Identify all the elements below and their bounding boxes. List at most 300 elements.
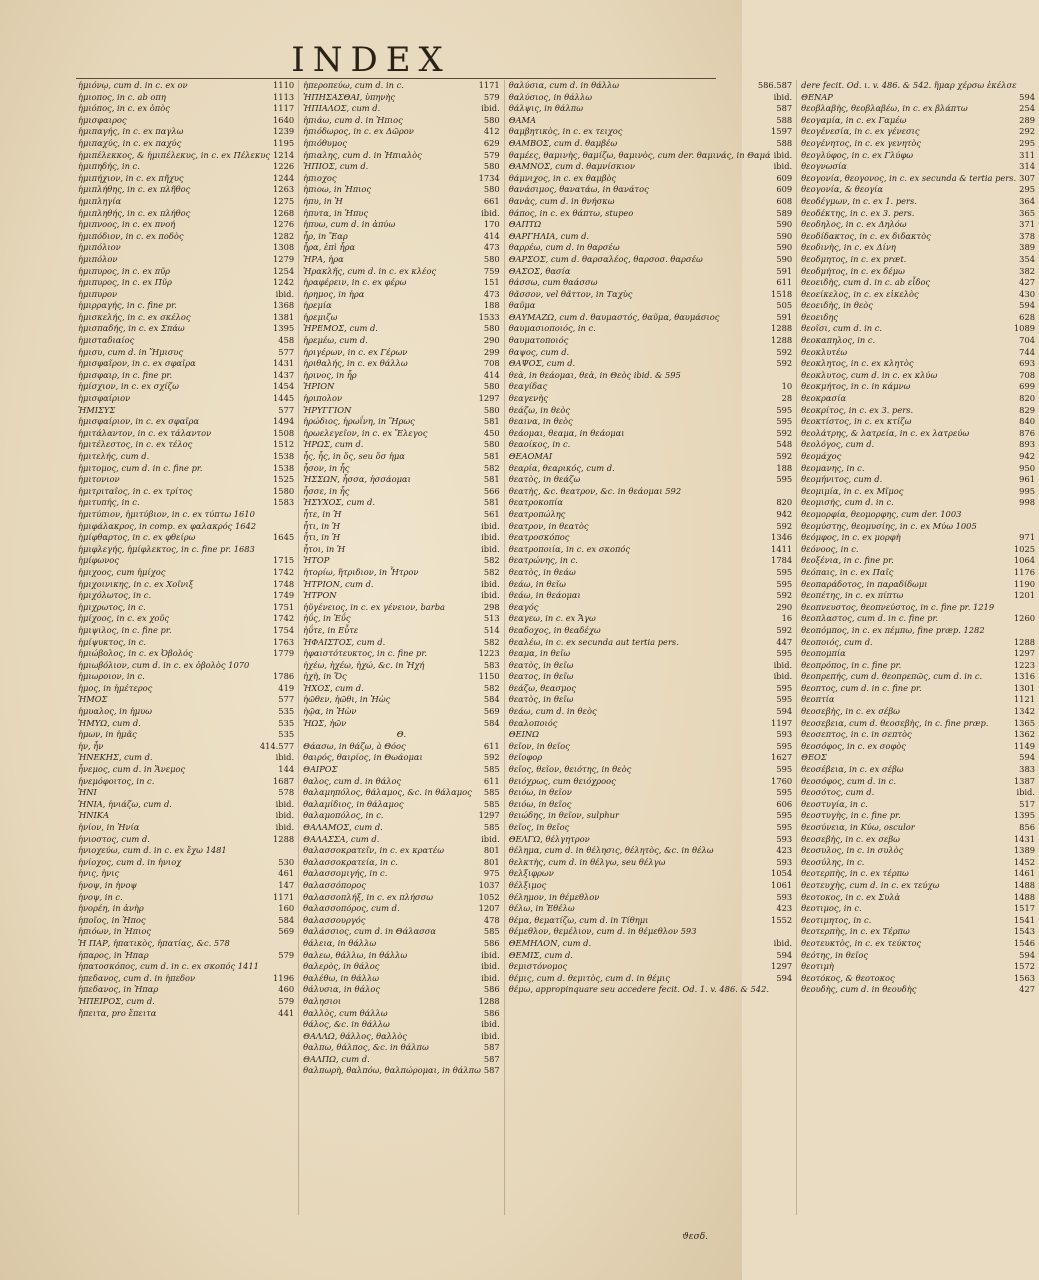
index-entry-term: ἦτι, in Ἡ <box>303 520 341 531</box>
index-entry-term: θεαγεω, in c. ex Ἄγω <box>508 613 596 624</box>
index-entry-page: 295 <box>1019 184 1036 195</box>
index-entry-term: ΘΑΛΠΩ, cum d. <box>303 1053 370 1064</box>
index-entry-term: θεοτερπὴς, in c. ex Τέρπω <box>801 926 910 937</box>
index-entry-term: θαψος, cum d. <box>508 346 570 357</box>
index-entry-term: θεὰ, in θεάομαι, θεὰ, in Θεὸς ibid. & 595 <box>508 369 681 380</box>
index-entry <box>303 347 500 359</box>
index-entry-term: ἡρωελεγεῖον, in c. ex Ἔλεγος <box>303 427 428 438</box>
index-entry-term: ἦρα, ἐπὶ ἦρα <box>303 242 356 253</box>
index-entry-page: 1025 <box>1013 543 1036 554</box>
index-entry <box>78 393 294 405</box>
index-entry-term: θεοδέγμων, in c. ex 1. pers. <box>801 195 917 206</box>
index-entry-term: θεοσεβὴς, in c. ex σεβω <box>801 833 900 844</box>
index-entry-term: ἡμίφθαρτος, in c. ex φθείρω <box>78 532 196 543</box>
index-entry-page: ibid. <box>773 149 793 160</box>
index-entry <box>509 196 792 208</box>
index-entry-term: ἡπυω, cum d. in ἀπύω <box>303 219 396 230</box>
index-entry <box>509 648 792 660</box>
index-entry-term: ἡρημος, in ἡρα <box>303 288 365 299</box>
index-entry <box>303 196 500 208</box>
index-entry-page: 1742 <box>273 613 295 624</box>
index-entry <box>78 567 294 579</box>
index-entry-term: θεοκτίστος, in c. ex κτίζω <box>801 416 912 427</box>
index-entry-term: ἡν, ἦν <box>78 740 104 751</box>
index-entry-page: 579 <box>483 149 500 160</box>
index-entry-page: 430 <box>1019 288 1036 299</box>
index-entry-term: θέλξιμος <box>508 879 547 890</box>
index-entry <box>303 892 500 904</box>
index-entry-page: 820 <box>776 497 793 508</box>
index-entry <box>801 671 1035 683</box>
index-entry-page: 548 <box>776 439 793 450</box>
index-entry <box>509 161 792 173</box>
index-entry <box>78 683 294 695</box>
index-entry-page: 1268 <box>273 207 295 218</box>
index-entry <box>78 92 294 104</box>
index-entry-term: θάμνιχος, in c. ex θαμβὸς <box>508 172 617 183</box>
index-entry-page: 460 <box>278 984 295 995</box>
index-entry-page: ibid. <box>481 590 500 601</box>
index-entry <box>801 521 1035 533</box>
index-entry-page: 290 <box>776 601 793 612</box>
index-entry-term: θαμέες, θαμινὴς, θαμίζω, θαμινὸς, cum der. θαμινάς, in Θαμά <box>508 149 771 160</box>
index-entry-page: ibid. <box>481 1019 500 1030</box>
index-entry-term: ἩΠΗΣΑΣΘΑΙ, ὑπηνὴς <box>303 91 396 102</box>
index-entry <box>303 776 500 788</box>
index-entry-term: Θ. <box>396 729 407 740</box>
index-entry-page: 609 <box>776 172 793 183</box>
index-entry-page: 590 <box>776 230 793 241</box>
index-entry-page: 595 <box>776 404 793 415</box>
index-entry <box>78 266 294 278</box>
index-entry-page: ibid. <box>481 949 500 960</box>
index-entry <box>509 892 792 904</box>
index-entry <box>801 103 1035 115</box>
index-entry <box>801 857 1035 869</box>
index-entry-page: 1346 <box>771 532 793 543</box>
index-entry <box>509 138 792 150</box>
index-entry-term: θεαοίκος, in c. <box>508 439 571 450</box>
index-entry-page: 569 <box>483 706 500 717</box>
index-entry-page: 414 <box>483 230 500 241</box>
index-entry <box>303 799 500 811</box>
index-entry-page: ibid. <box>773 161 793 172</box>
index-entry-term: ΘΑΛΛΩ, θάλλος, θαλλὸς <box>303 1030 407 1041</box>
index-entry-term: ΘΕΝΑΡ <box>801 91 833 102</box>
index-entry-page: 414 <box>483 369 500 380</box>
index-entry-term: θεάω, in θεῖω <box>508 578 566 589</box>
index-entry <box>303 161 500 173</box>
index-entry-page: ibid. <box>275 798 295 809</box>
index-entry-term: ἡρεμιζω <box>303 311 338 322</box>
index-entry-page: 289 <box>1019 114 1036 125</box>
index-entry-term: ἡμιπυρος, in c. ex πῦρ <box>78 265 171 276</box>
index-entry-term: θανάσιμος, θανατάω, in θανάτος <box>508 184 649 195</box>
index-entry-page: 151 <box>483 277 500 288</box>
index-entry-page: 1583 <box>273 497 295 508</box>
index-entry-term: θεοδηλος, in c. ex Δηλόω <box>801 219 907 230</box>
index-entry-page: 314 <box>1019 161 1036 172</box>
index-entry-page: 577 <box>278 346 295 357</box>
index-entry-term: ἤπειτα, pro ἔπειτα <box>78 1007 157 1018</box>
index-entry <box>509 474 792 486</box>
index-entry-page: 423 <box>776 903 793 914</box>
index-entry-page: 593 <box>776 833 793 844</box>
index-entry-term: ἩΤΡΟΝ <box>303 590 337 601</box>
index-entry-term: ἡποῖος, in Ἡπος <box>78 914 146 925</box>
index-columns <box>74 80 1036 1215</box>
index-entry-term: θαμβητικὸς, in c. ex τειχος <box>508 126 623 137</box>
index-entry-term: ἦρ, in Ἔαρ <box>303 230 348 241</box>
index-entry-term: ἡμιόνῳ, cum d. in c. ex ον <box>78 80 188 90</box>
index-entry-term: θεοκρασία <box>801 393 847 404</box>
index-entry <box>303 463 500 475</box>
index-entry-term: θεοδινὴς, in c. ex Δίνη <box>801 242 896 253</box>
index-entry <box>801 393 1035 405</box>
index-entry <box>303 938 500 950</box>
index-entry-term: ἡπιόδωρος, in c. ex Δῶρον <box>303 126 414 137</box>
index-entry-term: ΘΑΙΡΟΣ <box>303 764 338 775</box>
index-entry-term: ΘΕΛΓΩ, θέλγητρον <box>508 833 590 844</box>
index-entry <box>801 868 1035 880</box>
index-entry-page: 587 <box>483 1042 500 1053</box>
index-entry-term: θεομορφία, θεομορφης, cum der. 1003 <box>801 508 962 519</box>
index-entry-page: 595 <box>776 764 793 775</box>
index-entry-term: ἡπατοσκόπος, cum d. in c. ex σκοπός 1411 <box>78 961 259 972</box>
index-entry-term: θάλεια, in θάλλω <box>303 937 377 948</box>
index-entry-term: ἩΠΙΟΣ, cum d. <box>303 161 369 172</box>
index-entry <box>801 92 1035 104</box>
index-entry-term: ΘΑΛΑΣΣΑ, cum d. <box>303 833 380 844</box>
index-entry-page: 577 <box>278 404 295 415</box>
index-entry-page: 592 <box>776 451 793 461</box>
index-entry <box>801 370 1035 382</box>
index-entry-page: ibid. <box>481 578 500 589</box>
index-entry-page: 513 <box>483 613 500 624</box>
index-entry-term: θεοπτία <box>801 694 835 705</box>
index-entry-term: ἡμισυ, cum d. in Ἥμισυς <box>78 346 184 357</box>
index-entry-term: ἩΝΙ <box>78 787 97 798</box>
index-entry-term: ἡπιόθυμος <box>303 137 347 148</box>
index-entry-term: ἡμιπυρον <box>78 288 118 299</box>
index-entry-page: 708 <box>1019 369 1036 380</box>
index-entry <box>78 405 294 417</box>
index-entry-page: ibid. <box>481 961 500 972</box>
index-entry <box>509 776 792 788</box>
index-entry <box>509 405 792 417</box>
index-entry <box>303 173 500 185</box>
index-entry-term: ἦτοι, in Ἡ <box>303 543 346 554</box>
index-entry <box>303 822 500 834</box>
index-entry <box>801 926 1035 938</box>
index-entry-page: 144 <box>278 764 295 775</box>
index-entry-term: θαλος, cum d. in θάλος <box>303 775 402 786</box>
index-entry-page: 579 <box>278 949 295 960</box>
index-entry-term: ἡραφέρειν, in c. ex φέρω <box>303 277 407 288</box>
index-entry-term: θεομανης, in c. <box>801 462 865 473</box>
index-entry-term: ἡμιοπος, in c. ab οπη <box>78 91 166 102</box>
index-entry-term: θεομήνιτος, cum d. <box>801 474 883 485</box>
index-entry-term: θεομύστης, θεομυσίης, in c. ex Μύω 1005 <box>801 520 977 531</box>
index-entry <box>801 509 1035 521</box>
index-entry-term: ἦνεμος, cum d. in Ἄνεμος <box>78 764 186 775</box>
index-entry-term: θεολάτρης, & λατρεία, in c. ex λατρεύω <box>801 427 970 438</box>
index-entry-page: 1282 <box>273 230 295 241</box>
index-entry-page: 505 <box>776 300 793 311</box>
index-entry <box>801 834 1035 846</box>
index-entry-term: ἡμισφαιρος <box>78 114 127 125</box>
index-entry-page: 414.577 <box>259 740 295 751</box>
index-entry-page: 1207 <box>478 903 500 914</box>
index-entry <box>801 312 1035 324</box>
index-entry-term: ἡμιωβόλιον, cum d. in c. ex ὀβολὸς 1070 <box>78 659 250 670</box>
index-entry-page: 585 <box>483 787 500 798</box>
index-entry-page: 579 <box>278 995 295 1006</box>
index-entry <box>303 300 500 312</box>
index-entry-page: 458 <box>278 335 295 346</box>
index-entry-page: 611 <box>483 775 500 786</box>
index-entry-term: ἡνίοχος, cum d. in ἡνιοχ <box>78 856 182 867</box>
index-entry <box>801 439 1035 451</box>
index-entry-term: θεατροποιία, in c. ex σκοπός <box>508 543 631 554</box>
index-entry-page: 427 <box>1019 984 1036 995</box>
index-entry-page: 593 <box>776 856 793 867</box>
index-entry-page: 1288 <box>273 833 295 844</box>
index-entry <box>303 242 500 254</box>
index-entry-term: θεοπρεπής, cum d. θεοπρεπῶς, cum d. in c. <box>801 671 983 682</box>
index-entry <box>303 544 500 556</box>
index-entry-term: ἡπιαλης, cum d. in Ἡπιαλὸς <box>303 149 422 160</box>
index-entry-page: 1518 <box>771 288 793 299</box>
index-entry <box>801 683 1035 695</box>
index-entry-term: ἩΜΟΣ <box>78 694 108 705</box>
index-entry-term: ἠϋγένειος, in c. ex γένειον, barba <box>303 601 445 612</box>
index-entry-page: 580 <box>483 253 500 264</box>
index-entry-page: 592 <box>776 624 793 635</box>
index-entry-page: 592 <box>776 346 793 357</box>
index-entry-page: 1786 <box>273 671 295 682</box>
index-entry-term: ἡμιπληθής, in c. ex πλήθος <box>78 207 191 218</box>
index-entry <box>509 822 792 834</box>
index-entry-page: 1508 <box>273 427 295 438</box>
index-entry-page: 1687 <box>273 775 295 786</box>
index-entry <box>303 277 500 289</box>
index-entry-page: ibid. <box>481 520 500 531</box>
index-entry-term: ἡμιτυπής, in c. <box>78 497 140 508</box>
index-entry-term: ἡπιοω, in Ἡπιος <box>303 184 372 195</box>
index-entry-page: 535 <box>278 729 295 740</box>
index-entry <box>303 1065 500 1077</box>
index-entry-term: ΘΑΠΤΩ <box>508 219 542 230</box>
index-entry-term: θεοτευκτὸς, in c. ex τεύκτος <box>801 937 922 948</box>
index-entry-page: 580 <box>483 381 500 392</box>
index-entry <box>78 938 294 950</box>
index-entry <box>801 323 1035 335</box>
index-entry-page: 1288 <box>771 335 793 346</box>
index-entry-term: θεάω, in θεάομαι <box>508 590 581 601</box>
index-entry-page: 595 <box>776 648 793 659</box>
index-entry-term: θεογονία, & θεογία <box>801 184 884 195</box>
index-entry <box>801 115 1035 127</box>
index-entry-page: 801 <box>483 856 500 867</box>
index-entry <box>78 463 294 475</box>
index-entry-term: θέλημα, cum d. in θέλησις, θέλητὸς, &c. in θέλω <box>508 845 714 856</box>
index-entry-page: 354 <box>1019 253 1036 264</box>
index-entry <box>303 92 500 104</box>
index-entry-term: ἡτορίω, ἥτριδιον, in Ἦτρον <box>303 566 419 577</box>
index-entry-page: 1754 <box>273 624 295 635</box>
index-entry-page: 1297 <box>771 961 793 972</box>
index-entry <box>303 926 500 938</box>
index-entry-term: ἡμίφωνος <box>78 555 119 566</box>
index-entry <box>303 1019 500 1031</box>
index-entry-term: Ἡρακλῆς, cum d. in c. ex κλέος <box>303 265 437 276</box>
index-entry-page: 829 <box>1019 404 1036 415</box>
index-entry-page: 582 <box>483 682 500 693</box>
index-entry <box>509 184 792 196</box>
index-column-1 <box>74 80 298 1215</box>
index-entry-page: 580 <box>483 404 500 415</box>
index-entry <box>303 358 500 370</box>
index-entry <box>801 590 1035 602</box>
index-entry <box>801 196 1035 208</box>
index-entry-term: ἡμιτελής, cum d. <box>78 451 150 461</box>
index-entry-page: 1239 <box>273 126 295 137</box>
index-entry-page: 569 <box>278 926 295 937</box>
index-entry-term: θεοτοκος, in c. ex Συλὰ <box>801 891 901 902</box>
index-entry <box>801 80 1035 92</box>
index-entry <box>509 497 792 509</box>
index-entry-page: 1760 <box>771 775 793 786</box>
index-entry-term: ἡπεδανος, in Ἡπαρ <box>78 984 159 995</box>
index-entry-page: ibid. <box>275 822 295 832</box>
index-entry-term: θαλασσουργός <box>303 914 366 925</box>
index-entry-term: ἡπεροπεύω, cum d. in c. <box>303 80 404 90</box>
index-entry-term: ἡμιπήχιον, in c. ex πῆχυς <box>78 172 184 183</box>
index-entry-term: θεοκλητος, in c. ex κλητὸς <box>801 358 914 369</box>
index-entry <box>509 718 792 730</box>
index-entry-page: 1037 <box>478 879 500 890</box>
index-entry-page: 535 <box>278 706 295 717</box>
index-entry <box>509 312 792 324</box>
index-entry-term: ἡπιοχος <box>303 172 337 183</box>
index-entry <box>801 463 1035 475</box>
index-column-4 <box>796 80 1039 1215</box>
index-entry-page: 577 <box>278 694 295 705</box>
index-entry-term: ΘΕΜΙΣ, cum d. <box>508 949 573 960</box>
index-entry-page: 582 <box>483 555 500 566</box>
index-entry-page: 1196 <box>273 972 295 983</box>
index-entry <box>801 254 1035 266</box>
index-entry-term: ἡνορέη, in ἀνὴρ <box>78 903 144 914</box>
index-entry <box>801 381 1035 393</box>
index-entry <box>303 497 500 509</box>
index-entry-page: 473 <box>483 288 500 299</box>
index-entry <box>303 532 500 544</box>
index-entry-page: 592 <box>776 358 793 369</box>
index-entry <box>509 984 792 996</box>
index-entry <box>509 266 792 278</box>
index-entry-term: ἡμιόπος, in c. ex ὀπὸς <box>78 103 170 114</box>
index-entry-page: 801 <box>483 845 500 856</box>
index-entry <box>509 868 792 880</box>
index-entry <box>801 567 1035 579</box>
index-entry <box>303 683 500 695</box>
index-entry-page: 1279 <box>273 253 295 264</box>
index-entry-term: θεοδέκτης, in c. ex 3. pers. <box>801 207 915 218</box>
index-entry <box>801 242 1035 254</box>
index-entry-page: 1254 <box>273 265 295 276</box>
index-entry-term: ἡμιπυρος, in c. ex Πῦρ <box>78 277 172 288</box>
index-entry-page: 517 <box>1019 798 1036 809</box>
index-entry <box>801 787 1035 799</box>
index-entry <box>78 103 294 115</box>
index-entry-term: θεοσεπτος, in c. in σεπτὸς <box>801 729 912 740</box>
index-entry-page: 1197 <box>771 717 793 728</box>
index-entry-page: ibid. <box>481 543 500 554</box>
index-entry <box>78 289 294 301</box>
index-entry-term: θεῖος, in θεῖος <box>508 822 570 832</box>
index-entry <box>509 300 792 312</box>
index-entry <box>801 741 1035 753</box>
index-entry-page: 591 <box>776 311 793 322</box>
index-entry-page: 1223 <box>1013 659 1036 670</box>
index-entry <box>303 254 500 266</box>
index-entry-term: ἩΡΙΟΝ <box>303 381 335 392</box>
index-entry-page: 514 <box>483 624 500 635</box>
index-entry-term: θεοστυγὴς, in c. fine pr. <box>801 810 901 821</box>
index-entry-term: ἡριγέρων, in c. ex Γέρων <box>303 346 408 357</box>
index-entry-page: 590 <box>776 253 793 264</box>
index-entry-term: θεαλέω, in c. ex secunda aut tertia pers. <box>508 636 679 647</box>
index-entry-page: 188 <box>483 300 500 311</box>
index-entry-term: ΘΑΛΑΜΟΣ, cum d. <box>303 822 383 832</box>
index-entry-term: ἡμίσχιον, in c. ex σχίζω <box>78 381 179 392</box>
index-entry-term: ἩΜΙΣΥΣ <box>78 404 116 415</box>
index-entry <box>801 602 1035 614</box>
index-entry <box>78 1008 294 1020</box>
index-entry-term: θεοποιός, cum d. <box>801 636 873 647</box>
index-entry <box>509 254 792 266</box>
index-entry <box>303 428 500 440</box>
index-entry <box>78 80 294 92</box>
index-entry-page: ibid. <box>773 937 793 948</box>
index-entry-page: 254 <box>1019 103 1036 114</box>
index-entry-term: θεοδμητος, in c. ex præt. <box>801 253 907 264</box>
index-entry <box>801 277 1035 289</box>
index-entry <box>78 706 294 718</box>
index-entry-term: θεμιστόνομος <box>508 961 568 972</box>
index-entry <box>509 393 792 405</box>
index-entry <box>801 950 1035 962</box>
index-entry <box>303 915 500 927</box>
index-entry <box>509 787 792 799</box>
index-entry-term: ἡμυαλος, in ἡμυω <box>78 706 152 717</box>
index-entry <box>801 822 1035 834</box>
index-entry <box>303 718 500 730</box>
index-entry-page: 1454 <box>273 381 295 392</box>
index-entry <box>509 926 792 938</box>
index-entry-term: θεοσέβεια, in c. ex σέβω <box>801 764 904 775</box>
index-entry-term: θεοσόφος, cum d. in c. <box>801 775 896 786</box>
index-entry-page: 1779 <box>273 648 295 659</box>
index-entry-term: ἡμιωροιον, in c. <box>78 671 145 682</box>
index-entry-page: 1064 <box>1013 555 1036 566</box>
index-entry-term: ἡμιτύπιον, ἡμιτύβιον, in c. ex τύπτω 1610 <box>78 508 255 519</box>
index-entry <box>303 150 500 162</box>
index-entry-term: θεαγίδας <box>508 381 548 392</box>
index-entry-term: θεοπτος, cum d. in c. fine pr. <box>801 682 922 693</box>
